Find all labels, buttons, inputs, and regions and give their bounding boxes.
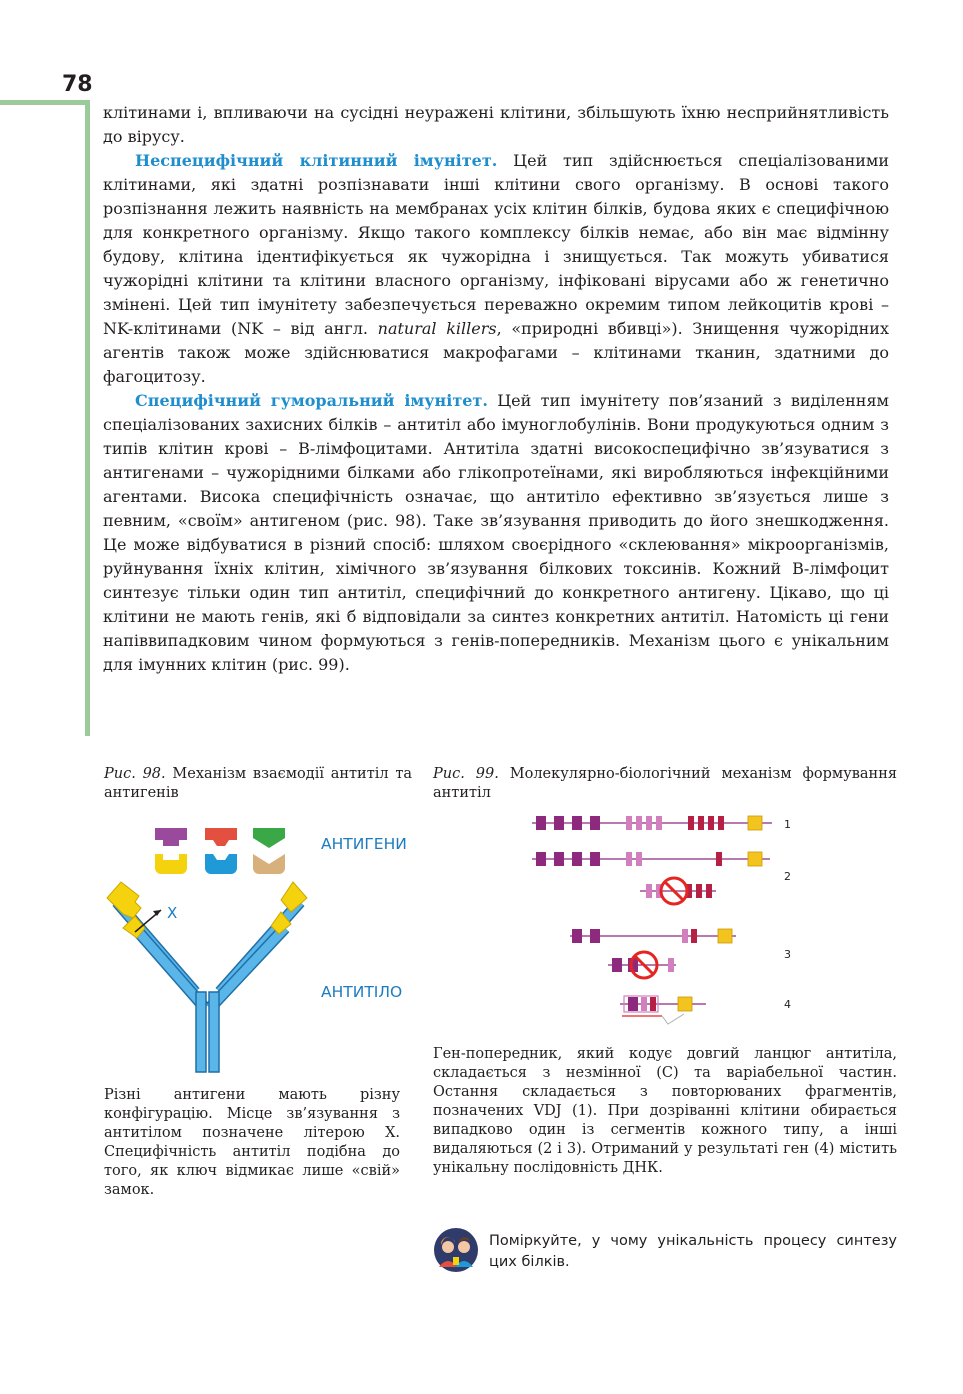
main-text: [103, 101, 889, 677]
gene-row-4: [620, 996, 706, 1024]
term-cellular-immunity: Неспецифічний клітинний імунітет.: [135, 151, 498, 170]
antibody-right-arm-inner: [210, 928, 285, 1008]
figure-98-diagram: [95, 820, 425, 1080]
figure-98-caption: Різні антигени мають різну конфігурацію. Місце зв’язування з антитілом позначене літерою Х. Специфічність антитіл подібна до того, як ключ відмикає лише «свій» замок.: [104, 1087, 400, 1198]
figure-99-title-text: Молекулярно-біологічний механізм формування антитіл: [433, 766, 898, 801]
paragraph-text-after: , «природні вбивці»). Знищення чужорідних агентів також може здійснюватися макрофагами – клітинами тканин, здатними до фагоцитозу.: [103, 319, 889, 386]
gene-row-2: [532, 852, 770, 866]
figure-98-title: [104, 765, 412, 803]
gene-row-1: [532, 816, 772, 830]
gene-row-number: 2: [784, 870, 791, 883]
binding-site-label: X: [167, 904, 178, 922]
paragraph-text: Цей тип імунітету пов’язаний з виділенням спеціалізованих захисних білків – антитіл або імуноглобулінів. Вони продукуються одним з типів клітин крові – В-лімфоцитами. Антитіла здатні високоспецифічно зв’язуватися з антигенами – чужорідними білками або глікопротеїнами, які виробляються інфекційними агентами. Висока специфічність означає, що антитіло ефективно зв’язується лише з певним, «своїм» антигеном (рис. 98). Таке зв’язування приводить до його знешкодження. Це може відбуватися в різний спосіб: шляхом своєрідного «склеювання» мікроорганізмів, руйнування їхніх клітин, хімічного зв’язування білкових токсинів. Кожний В-лімфоцит синтезує тільки один тип антитіл, специфічний до конкретного антигену. Цікаво, що ці клітини не мають генів, які б відповідали за синтез конкретних антитіл. Натомість ці гени напіввипадковим чином формуються з генів-попередників. Механізм цього є унікальним для імунних клітин (рис. 99).: [103, 391, 890, 674]
antigen-blue: [205, 854, 237, 874]
paragraph-humoral-immunity: [103, 389, 889, 677]
paragraph-intro: [103, 101, 889, 149]
gene-row-number: 3: [784, 948, 791, 961]
paragraph-text: клітинами і, впливаючи на сусідні неуражені клітини, збільшують їхню несприйнятливість до вірусу.: [103, 103, 889, 146]
antigen-tan: [253, 854, 285, 874]
gene-row-number: 4: [784, 998, 791, 1011]
paragraph-text: Цей тип здійснюється спеціалізованими клітинами, які здатні розпізнавати інші клітини свого організму. В основі такого розпізнання лежить наявність на мембранах усіх клітин білків, будова яких є специфічною для конкретного організму. Якщо такого комплексу білків немає, або він має відмінну будову, клітина ідентифікується як чужорідна і знищується. Так можуть убиватися чужорідні клітини та клітини власного організму, інфіковані вірусами або ж генетично змінені. Цей тип імунітету забезпечується переважно окремим типом лейкоцитів крові – NK-клітинами (NK – від англ.: [103, 151, 890, 338]
paragraph-italic: natural killers: [377, 319, 497, 338]
margin-accent: [0, 100, 90, 105]
figure-99-diagram: [520, 808, 810, 1033]
figure-98-label: Рис. 98.: [104, 766, 166, 782]
page-number: 78: [62, 72, 93, 97]
figure-98-title-text: Механізм взаємодії антитіл та антигенів: [104, 766, 413, 801]
figure-99-title: [433, 765, 897, 803]
antigen-red: [205, 828, 237, 846]
paragraph-cellular-immunity: [103, 149, 889, 389]
antibody-label: АНТИТІЛО: [321, 983, 403, 1001]
term-humoral-immunity: Специфічний гуморальний імунітет.: [135, 391, 488, 410]
antibody-binding-site-left: [107, 882, 145, 938]
margin-bar: [85, 100, 90, 736]
gene-row-number: 1: [784, 818, 791, 831]
figure-99-caption: Ген-попередник, який кодує довгий ланцюг антитіла, складається з незмінної (С) та варіабельної частин. Остання складається з повторюваних фрагментів, позначених VDJ (1). При дозріванні клітини обирається випадково один із сегментів кожного типу, а інші видаляються (2 і 3). Отриманий у результаті ген (4) містить унікальну послідовність ДНК.: [433, 1046, 897, 1176]
antibody-left-arm-inner: [135, 928, 205, 1008]
figure-99-label: Рис. 99.: [433, 766, 499, 782]
antigens-label: АНТИГЕНИ: [321, 835, 407, 853]
antigen-green: [253, 828, 285, 848]
think-prompt: Поміркуйте, у чому унікальність процесу синтезу цих білків.: [489, 1233, 897, 1270]
antigen-purple: [155, 828, 187, 846]
gene-row-3: [570, 929, 736, 943]
students-thinking-icon: [433, 1227, 479, 1273]
antigen-yellow: [155, 854, 187, 874]
